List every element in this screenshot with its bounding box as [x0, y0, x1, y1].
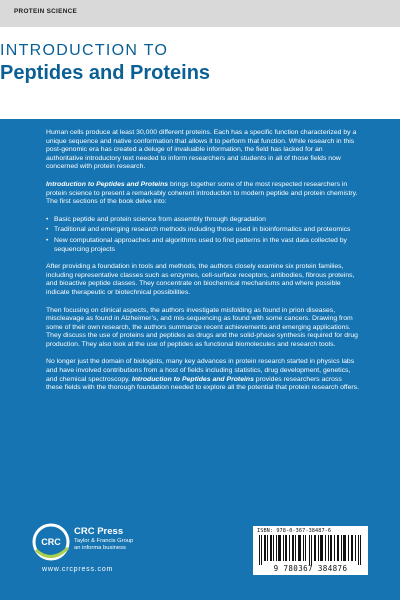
barcode-icon — [257, 535, 364, 565]
paragraph-2 — [46, 181, 360, 207]
list-item-text: New computational approaches and algorithms used to find patterns in the vast data collected by sequencing projects — [54, 236, 347, 253]
list-item-text: Traditional and emerging research methods including those used in bioinformatics and proteomics — [54, 226, 351, 234]
list-item-text: Basic peptide and protein science from assembly through degradation — [54, 215, 266, 223]
paragraph-5-text-a: No longer just the domain of biologists, many key advances in protein research started in physics labs and have involved contributions from a host of fields including statistics, drug development, genetics, and chemical spectroscopy. — [46, 358, 355, 383]
list-item — [46, 237, 360, 254]
bullet-icon: • — [46, 226, 49, 234]
list-item — [46, 226, 360, 235]
bullet-icon: • — [46, 215, 49, 223]
publisher-url[interactable]: www.crcpress.com — [42, 566, 114, 573]
title-top: INTRODUCTION TO — [0, 42, 169, 59]
series-band — [0, 0, 400, 27]
publisher-parent: an informa business — [74, 545, 126, 551]
isbn-barcode-box — [253, 526, 368, 575]
publisher-group: Taylor & Francis Group — [74, 538, 134, 544]
crc-press-logo-icon — [28, 520, 78, 570]
paragraph-5-text-b: provides researchers across these fields with the thorough foundation needed to explore all the potential that protein research offers. — [46, 375, 359, 392]
paragraph-4: Then focusing on clinical aspects, the authors investigate misfolding as found in prion diseases, miscleavage as found in Alzheimer’s, and mis-sequencing as found with some cancers. Drawing from some of their own research, the authors summarize recent achievements and emerging applications. They discuss the use of proteins and peptides as drugs and the solid-phase synthesis required for drug production. They also look at the use of peptides as functional biomolecules and research tools. — [46, 306, 358, 348]
logo-text: CRC — [41, 537, 61, 547]
topic-list — [46, 216, 360, 254]
book-title-italic: Introduction to Peptides and Proteins — [131, 375, 254, 383]
book-description — [46, 129, 360, 402]
bullet-icon: • — [46, 236, 49, 244]
book-title-italic: Introduction to Peptides and Proteins — [46, 180, 169, 188]
book-title: Peptides and Proteins — [0, 62, 211, 84]
paragraph-5 — [46, 358, 360, 392]
publisher-block — [28, 520, 198, 590]
series-label: PROTEIN SCIENCE — [14, 8, 78, 15]
list-item — [46, 216, 360, 225]
isbn-digits: 9 780367 384876 — [273, 564, 348, 573]
isbn-label: ISBN: 978-0-367-38487-6 — [257, 528, 332, 534]
publisher-name: CRC Press — [74, 526, 124, 537]
paragraph-2-text: brings together some of the most respected researchers in protein science to present a remarkably coherent introduction to modern peptide and protein chemistry. The first sections of the book delve into: — [46, 180, 358, 206]
paragraph-3: After providing a foundation in tools and methods, the authors closely examine six protein families, including representative classes such as enzymes, cell-surface receptors, antibodies, fibrous proteins, and bioactive peptide classes. They concentrate on biochemical mechanisms and where possible indicate therapeutic or biotechnical possibilities. — [46, 263, 355, 296]
paragraph-1: Human cells produce at least 30,000 different proteins. Each has a specific function characterized by a unique sequence and native conformation that allows it to perform that function. While research in this post-genomic era has created a deluge of invaluable information, the field has lacked for an authoritative introductory text needed to inform researchers and students in all of those fields now concerned with protein research. — [46, 129, 357, 171]
